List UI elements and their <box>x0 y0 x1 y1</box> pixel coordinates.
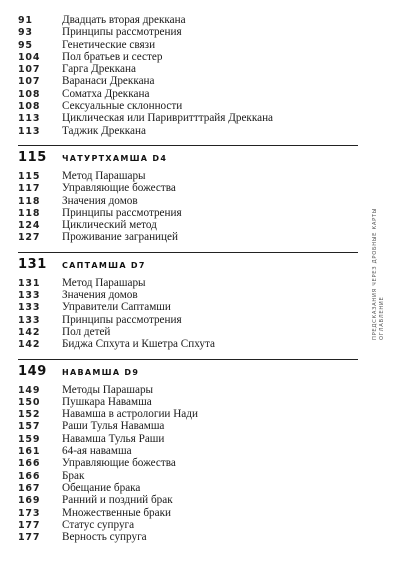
entry-title: Управители Саптамши <box>62 301 171 314</box>
toc-entry <box>18 384 358 396</box>
toc-entry <box>18 14 358 26</box>
toc-entry <box>18 170 358 182</box>
entry-title: Управляющие божества <box>62 457 176 470</box>
entry-title: Гарга Дреккана <box>62 63 136 76</box>
entry-title: Раши Тулья Навамша <box>62 420 165 433</box>
section-entries <box>18 170 358 244</box>
entry-title: Двадцать вторая дреккана <box>62 14 186 26</box>
entry-page: 107 <box>18 76 41 88</box>
toc-entry <box>18 75 358 87</box>
entry-page: 107 <box>18 64 41 76</box>
section-heading <box>18 145 358 170</box>
section-heading <box>18 252 358 277</box>
toc-entry <box>18 433 358 445</box>
entry-page: 108 <box>18 88 41 100</box>
toc-entry <box>18 338 358 350</box>
entry-page: 131 <box>18 277 41 289</box>
toc-entry <box>18 51 358 63</box>
entry-page: 124 <box>18 220 41 232</box>
entry-page: 115 <box>18 170 41 182</box>
toc-entry <box>18 219 358 231</box>
section-title: ЧАТУРТХАМША D4 <box>62 153 168 163</box>
entry-title: Навамша Тулья Раши <box>62 432 165 445</box>
entry-page: 167 <box>18 482 41 494</box>
entry-page: 133 <box>18 290 41 302</box>
entry-page: 117 <box>18 183 41 195</box>
section-page: 115 <box>18 149 47 165</box>
toc-entry <box>18 182 358 194</box>
entry-page: 177 <box>18 519 41 531</box>
entry-page: 173 <box>18 507 41 519</box>
entry-page: 133 <box>18 302 41 314</box>
toc-entry <box>18 420 358 432</box>
section-page: 131 <box>18 256 47 272</box>
toc-entry <box>18 112 358 124</box>
entry-title: Значения домов <box>62 289 138 302</box>
toc-entry <box>18 314 358 326</box>
entry-title: Методы Парашары <box>62 383 154 396</box>
toc-entry <box>18 39 358 51</box>
toc-entry <box>18 277 358 289</box>
section-title: НАВАМША D9 <box>62 367 140 377</box>
entry-page: 142 <box>18 339 41 351</box>
toc-entry <box>18 326 358 338</box>
toc-entry <box>18 408 358 420</box>
entry-title: Пушкара Навамша <box>62 395 152 408</box>
section-entries <box>18 384 358 544</box>
entry-page: 166 <box>18 458 41 470</box>
table-of-contents <box>18 14 358 543</box>
chapter-label: ОГЛАВЛЕНИЕ <box>379 296 385 340</box>
toc-entry <box>18 445 358 457</box>
toc-entry <box>18 26 358 38</box>
entry-title: Принципы рассмотрения <box>62 26 182 39</box>
entry-title: Множественные браки <box>62 506 172 519</box>
section-heading <box>18 359 358 384</box>
entry-title: Обещание брака <box>62 481 141 494</box>
toc-entry <box>18 207 358 219</box>
section-page: 149 <box>18 363 47 379</box>
section-entries <box>18 277 358 351</box>
entry-page: 157 <box>18 421 41 433</box>
entry-title: Ранний и поздний брак <box>62 494 173 507</box>
entry-title: Соматха Дреккана <box>62 87 150 100</box>
toc-entry <box>18 482 358 494</box>
entry-page: 118 <box>18 195 41 207</box>
entry-page: 149 <box>18 384 41 396</box>
toc-entry <box>18 88 358 100</box>
toc-entry <box>18 396 358 408</box>
entry-title: Биджа Спхута и Кшетра Спхута <box>62 338 216 351</box>
entry-title: Метод Парашары <box>62 276 146 289</box>
toc-entry <box>18 100 358 112</box>
entry-title: Генетические связи <box>62 38 156 51</box>
entry-title: Управляющие божества <box>62 182 176 195</box>
entry-page: 104 <box>18 51 41 63</box>
entry-title: Варанаси Дреккана <box>62 75 155 88</box>
entry-page: 166 <box>18 470 41 482</box>
intro-entries <box>18 14 358 137</box>
toc-entry <box>18 301 358 313</box>
entry-page: 133 <box>18 314 41 326</box>
toc-entry <box>18 63 358 75</box>
entry-page: 93 <box>18 27 33 39</box>
entry-page: 177 <box>18 532 41 544</box>
toc-entry <box>18 289 358 301</box>
entry-title: Циклическая или Паривритттрайя Дреккана <box>62 112 274 125</box>
entry-title: 64-ая навамша <box>62 445 132 458</box>
entry-title: Принципы рассмотрения <box>62 206 182 219</box>
toc-entry <box>18 494 358 506</box>
toc-entry <box>18 470 358 482</box>
section-title: САПТАМША D7 <box>62 260 146 270</box>
entry-title: Пол братьев и сестер <box>62 50 163 63</box>
entry-title: Брак <box>62 469 85 482</box>
toc-entry <box>18 195 358 207</box>
entry-page: 142 <box>18 326 41 338</box>
running-header <box>372 140 386 340</box>
entry-page: 113 <box>18 125 41 137</box>
entry-title: Циклический метод <box>62 219 157 232</box>
entry-page: 161 <box>18 446 41 458</box>
entry-title: Принципы рассмотрения <box>62 313 182 326</box>
entry-title: Таджик Дреккана <box>62 124 146 137</box>
toc-entry <box>18 231 358 243</box>
entry-page: 91 <box>18 15 33 26</box>
entry-page: 113 <box>18 113 41 125</box>
entry-page: 159 <box>18 433 41 445</box>
entry-title: Значения домов <box>62 194 138 207</box>
book-title: ПРЕДСКАЗАНИЯ ЧЕРЕЗ ДРОБНЫЕ КАРТЫ <box>372 207 378 340</box>
toc-entry <box>18 519 358 531</box>
entry-page: 118 <box>18 207 41 219</box>
entry-title: Статус супруга <box>62 518 135 531</box>
toc-entry <box>18 125 358 137</box>
entry-title: Сексуальные склонности <box>62 100 183 113</box>
entry-title: Пол детей <box>62 325 111 338</box>
entry-page: 152 <box>18 409 41 421</box>
entry-title: Верность супруга <box>62 531 147 544</box>
entry-page: 95 <box>18 39 33 51</box>
entry-title: Метод Парашары <box>62 169 146 182</box>
entry-title: Проживание заграницей <box>62 231 178 244</box>
toc-entry <box>18 531 358 543</box>
toc-entry <box>18 457 358 469</box>
toc-entry <box>18 507 358 519</box>
entry-page: 150 <box>18 396 41 408</box>
entry-title: Навамша в астрологии Нади <box>62 408 198 421</box>
entry-page: 127 <box>18 232 41 244</box>
entry-page: 108 <box>18 101 41 113</box>
entry-page: 169 <box>18 495 41 507</box>
